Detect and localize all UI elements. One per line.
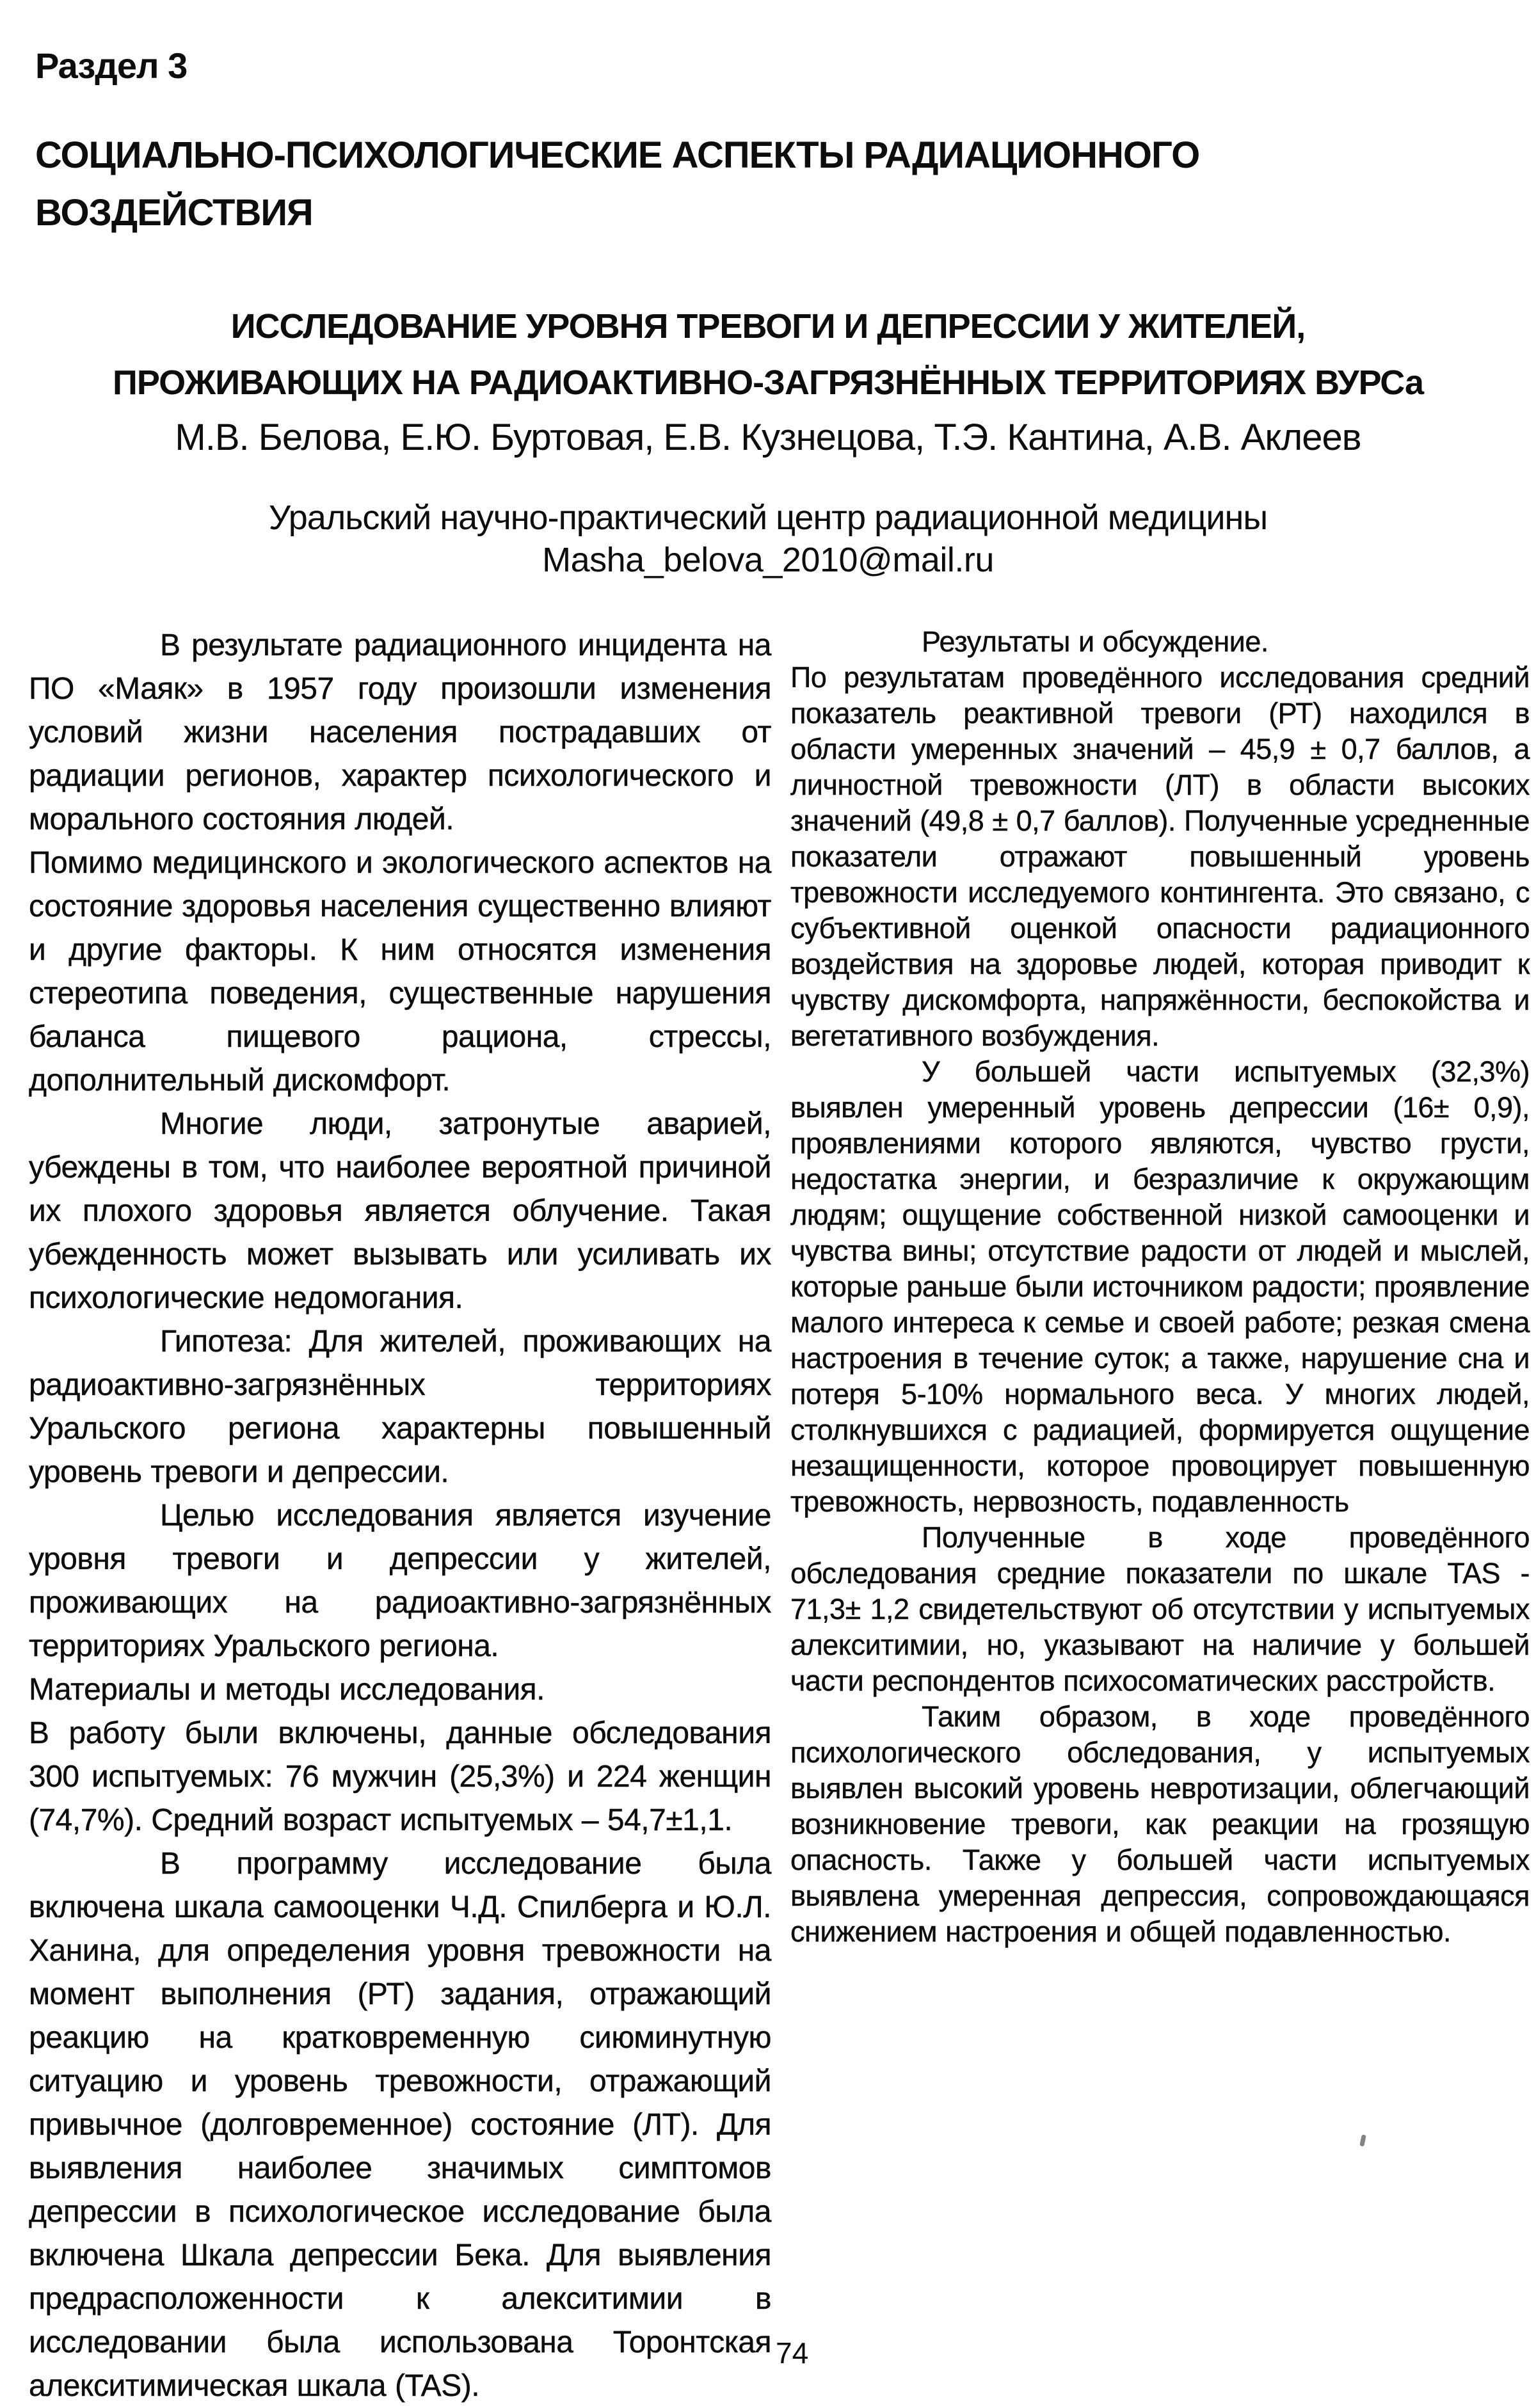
article-title-line-2: ПРОЖИВАЮЩИХ НА РАДИОАКТИВНО-ЗАГРЯЗНЁННЫХ ТЕРРИТОРИЯХ ВУРСа bbox=[113, 363, 1423, 402]
paragraph: У большей части испытуемых (32,3%) выявлен умеренный уровень депрессии (16± 0,9), проявлениями которого являются, чувство грусти, недостатка энергии, и безразличие к окружающим людям; ощущение собственной низкой самооценки и чувства вины; отсутствие радости от людей и мыслей, которые раньше были источником радости; проявление малого интереса к семье и своей работе; резкая смена настроения в течение суток; а также, нарушение сна и потеря 5-10% нормального веса. У многих людей, столкнувшихся с радиацией, формируется ощущение незащищенности, которое провоцирует повышенную тревожность, нервозность, подавленность bbox=[790, 1055, 1530, 1518]
email-line: Masha_belova_2010@mail.ru bbox=[542, 541, 994, 579]
paragraph: В результате радиационного инцидента на ПО «Маяк» в 1957 году произошли изменения условий жизни населения пострадавших от радиации регионов, характер психологического и морального состояния людей. bbox=[29, 628, 771, 836]
article-title-line-1: ИССЛЕДОВАНИЕ УРОВНЯ ТРЕВОГИ И ДЕПРЕССИИ У ЖИТЕЛЕЙ, bbox=[230, 307, 1306, 346]
right-column bbox=[790, 624, 1530, 1950]
affiliation-line: Уральский научно-практический центр радиационной медицины bbox=[268, 498, 1268, 537]
paragraph: Таким образом, в ходе проведённого психологического обследования, у испытуемых выявлен высокий уровень невротизации, облегчающий возникновение тревоги, как реакции на грозящую опасность. Также у большей части испытуемых выявлена умеренная депрессия, сопровождающаяся снижением настроения и общей подавленностью. bbox=[790, 1700, 1530, 1948]
scan-artifact bbox=[1359, 2134, 1366, 2146]
authors-line: М.В. Белова, Е.Ю. Буртовая, Е.В. Кузнецова, Т.Э. Кантина, А.В. Аклеев bbox=[175, 417, 1361, 458]
section-heading-line-1: СОЦИАЛЬНО-ПСИХОЛОГИЧЕСКИЕ АСПЕКТЫ РАДИАЦИОННОГО bbox=[35, 134, 1200, 176]
paragraph: По результатам проведённого исследования средний показатель реактивной тревоги (РТ) находился в области умеренных значений – 45,9 ± 0,7 баллов, а личностной тревожности (ЛТ) в области высоких значений (49,8 ± 0,7 баллов). Полученные усредненные показатели отражают повышенный уровень тревожности исследуемого контингента. Это связано, с субъективной оценкой опасности радиационного воздействия на здоровье людей, которая приводит к чувству дискомфорта, напряжённости, беспокойства и вегетативного возбуждения. bbox=[790, 661, 1530, 1052]
paragraph: Результаты и обсуждение. bbox=[922, 625, 1268, 658]
paragraph: Материалы и методы исследования. bbox=[29, 1673, 545, 1707]
paragraph: Помимо медицинского и экологического аспектов на состояние здоровья населения существенно влияют и другие факторы. К ним относятся изменения стереотипа поведения, существенные нарушения баланса пищевого рациона, стрессы, дополнительный дискомфорт. bbox=[29, 846, 771, 1097]
left-column bbox=[29, 624, 771, 2408]
page-number: 74 bbox=[776, 2336, 809, 2370]
article-title bbox=[0, 298, 1536, 411]
paragraph: Многие люди, затронутые аварией, убеждены в том, что наиболее вероятной причиной их плохого здоровья является облучение. Такая убежденность может вызывать или усиливать их психологические недомогания. bbox=[29, 1107, 771, 1315]
paragraph: Гипотеза: Для жителей, проживающих на радиоактивно-загрязнённых территориях Уральского региона характерны повышенный уровень тревоги и депрессии. bbox=[29, 1325, 771, 1489]
paragraph: Полученные в ходе проведённого обследования средние показатели по шкале TAS - 71,3± 1,2 свидетельствуют об отсутствии у испытуемых алекситимии, но, указывают на наличие у большей части респондентов психосоматических расстройств. bbox=[790, 1521, 1530, 1697]
section-heading-line-2: ВОЗДЕЙСТВИЯ bbox=[35, 192, 313, 234]
paragraph: В работу были включены, данные обследования 300 испытуемых: 76 мужчин (25,3%) и 224 женщин (74,7%). Средний возраст испытуемых – 54,7±1,1. bbox=[29, 1716, 771, 1837]
section-label: Раздел 3 bbox=[35, 45, 188, 86]
paragraph: В программу исследование была включена шкала самооценки Ч.Д. Спилберга и Ю.Л. Ханина, для определения уровня тревожности на момент выполнения (РТ) задания, отражающий реакцию на кратковременную сиюминутную ситуацию и уровень тревожности, отражающий привычное (долговременное) состояние (ЛТ). Для выявления наиболее значимых симптомов депрессии в психологическое исследование была включена Шкала депрессии Бека. Для выявления предрасположенности к алекситимии в исследовании была использована Торонтская алекситимическая шкала (TAS). bbox=[29, 1847, 771, 2403]
section-heading bbox=[35, 127, 1507, 242]
paragraph: Целью исследования является изучение уровня тревоги и депрессии у жителей, проживающих на радиоактивно-загрязнённых территориях Уральского региона. bbox=[29, 1499, 771, 1663]
